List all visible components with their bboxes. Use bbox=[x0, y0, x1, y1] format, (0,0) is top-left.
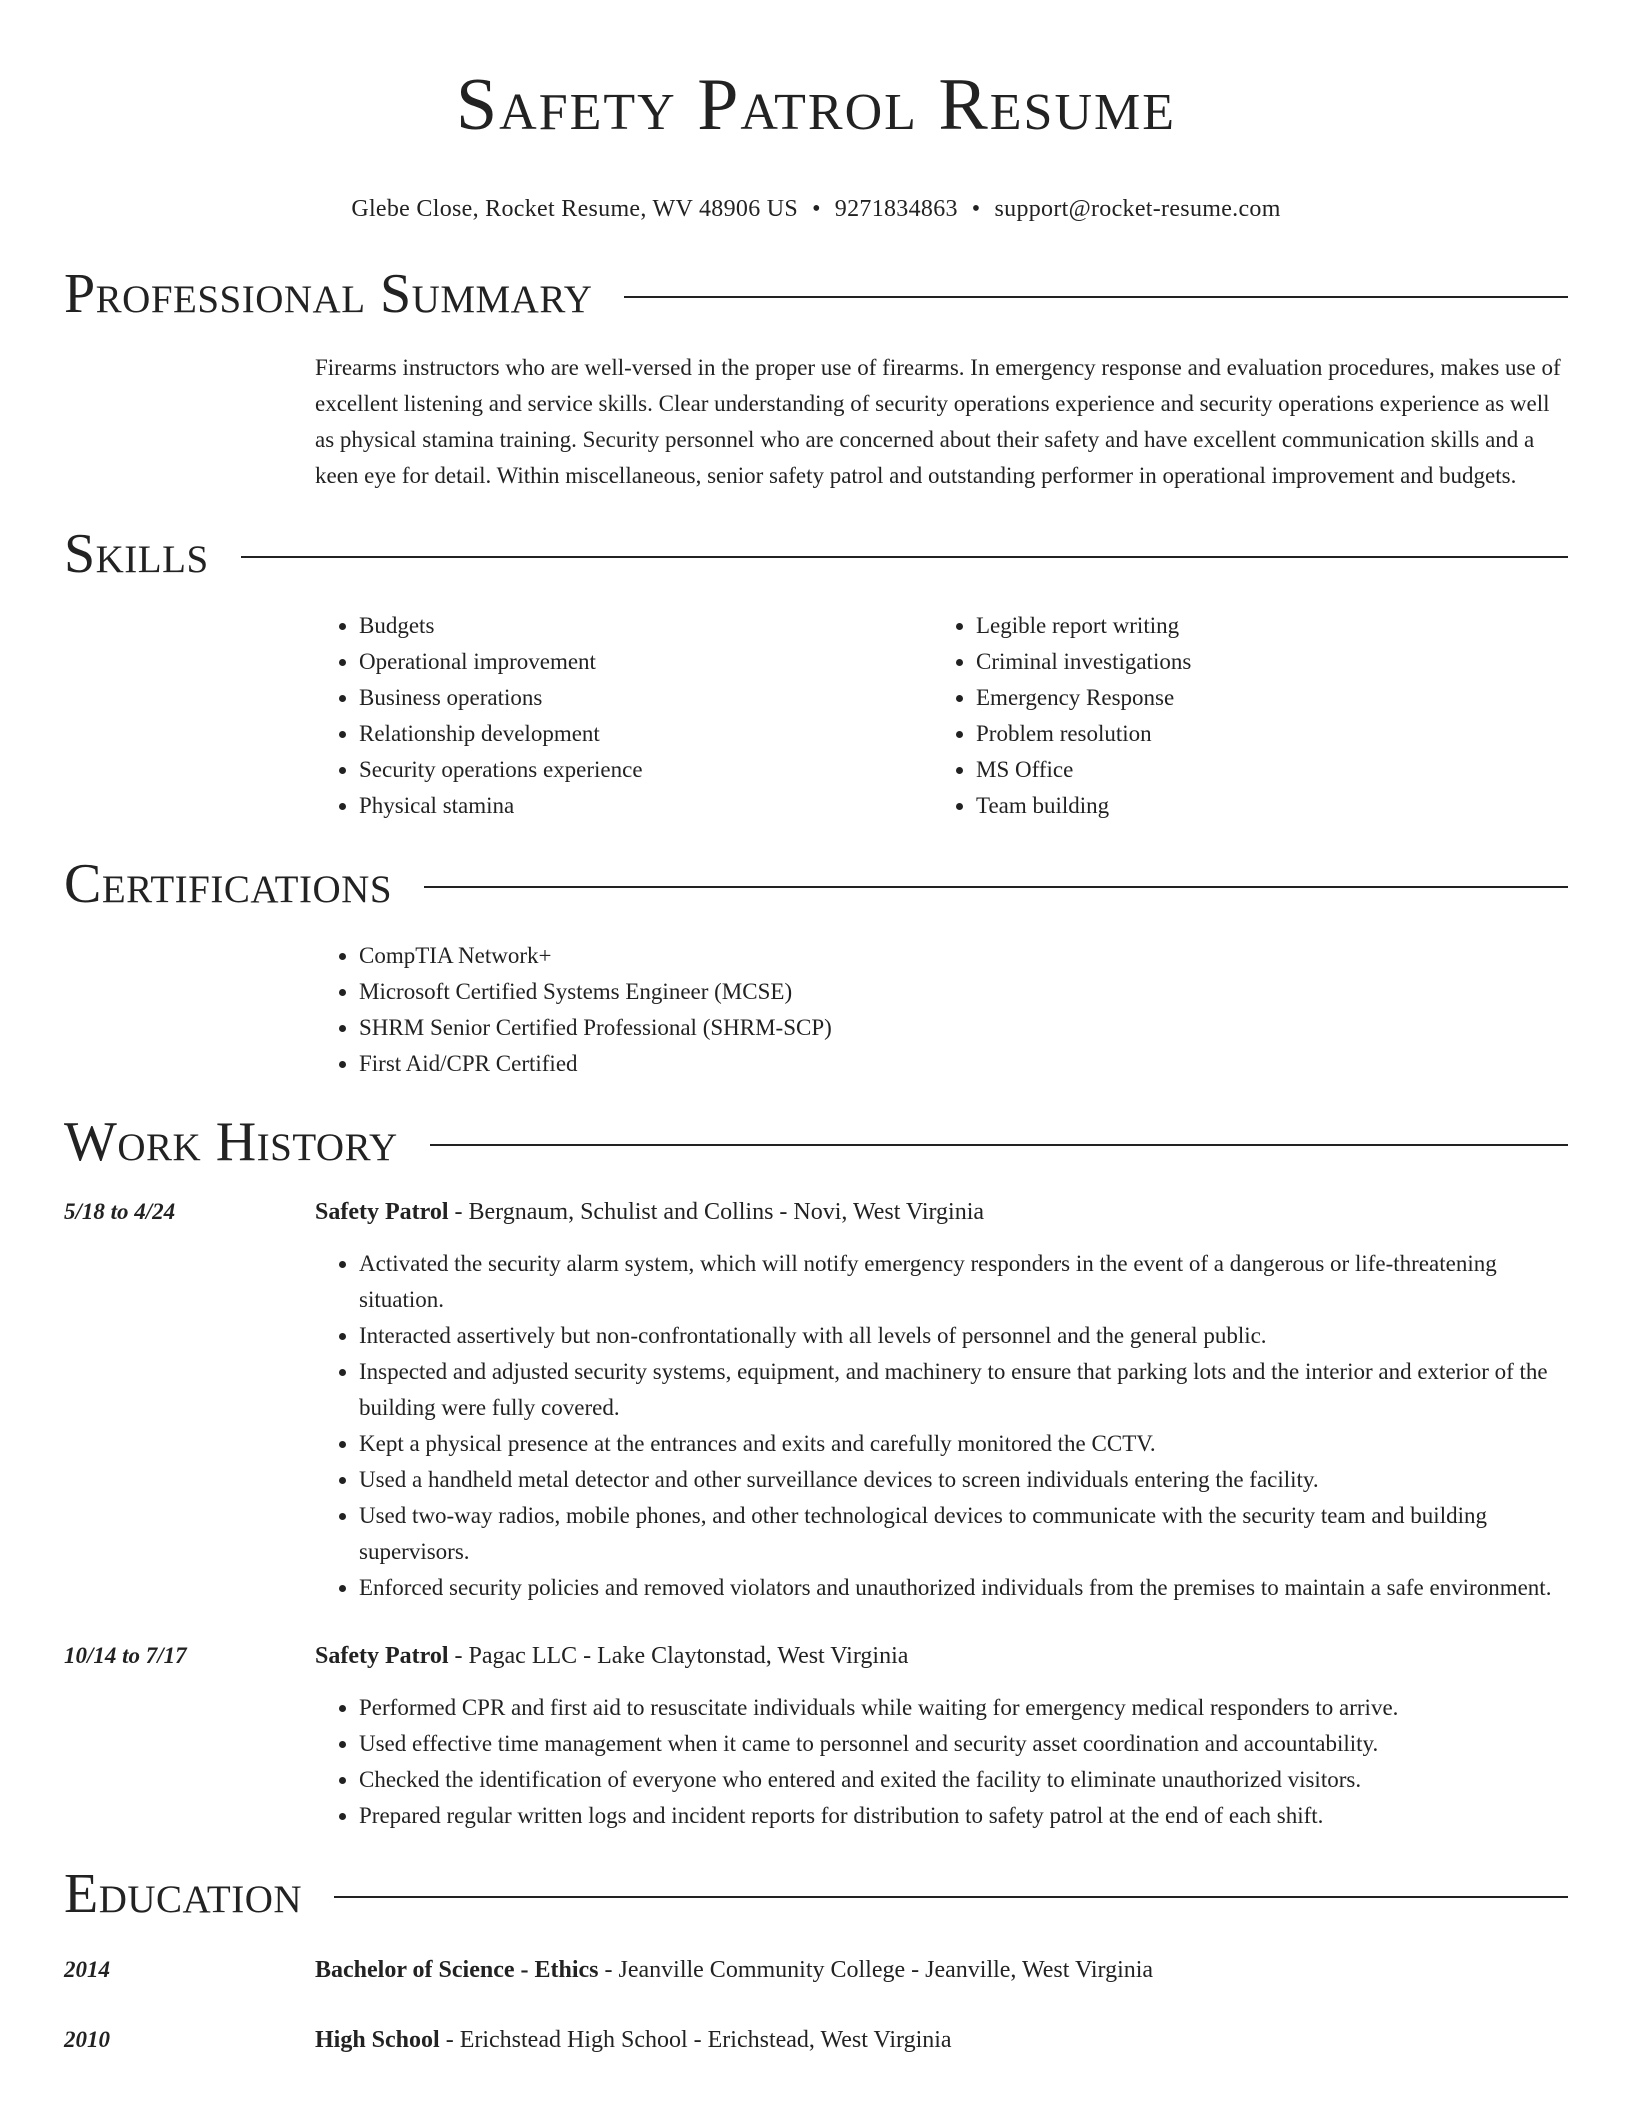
job-entry bbox=[64, 1194, 1568, 1606]
skills-grid bbox=[315, 608, 1568, 824]
skill-item: • Relationship development bbox=[359, 716, 932, 752]
job-dates: 5/18 to 4/24 bbox=[64, 1199, 176, 1224]
job-bullet: • Kept a physical presence at the entrances and exits and carefully monitored the CCTV. bbox=[359, 1426, 1568, 1462]
education-line bbox=[315, 2022, 952, 2058]
job-title: Safety Patrol bbox=[315, 1643, 449, 1669]
job-entry bbox=[64, 1638, 1568, 1834]
contact-separator: • bbox=[971, 196, 981, 222]
summary-text: Firearms instructors who are well-versed in the proper use of firearms. In emergency response and evaluation procedures, makes use of excellent listening and service skills. Clear understanding of security operations experience and security operations experience as well as physical stamina training. Security personnel who are concerned about their safety and have excellent communication skills and a keen eye for detail. Within miscellaneous, senior safety patrol and outstanding performer in operational improvement and budgets. bbox=[315, 355, 1561, 488]
job-bullet: • Performed CPR and first aid to resuscitate individuals while waiting for emergency medical responders to arrive. bbox=[359, 1690, 1568, 1726]
certifications-heading: Certifications bbox=[64, 853, 393, 915]
certifications-list bbox=[315, 938, 1568, 1082]
contact-line bbox=[64, 194, 1568, 224]
job-title: Safety Patrol bbox=[315, 1199, 449, 1225]
education-degree: High School bbox=[315, 2027, 440, 2053]
job-bullet: • Used a handheld metal detector and other surveillance devices to screen individuals entering the facility. bbox=[359, 1462, 1568, 1498]
skill-item: • Security operations experience bbox=[359, 752, 932, 788]
education-year: 2010 bbox=[64, 2027, 110, 2052]
job-bullets-block bbox=[315, 1690, 1568, 1834]
job-bullet: • Used effective time management when it came to personnel and security asset coordination and accountability. bbox=[359, 1726, 1568, 1762]
certifications-block bbox=[315, 938, 1568, 1082]
skill-item: • Physical stamina bbox=[359, 788, 932, 824]
skill-item: • Emergency Response bbox=[976, 680, 1549, 716]
certification-item: • SHRM Senior Certified Professional (SHRM-SCP) bbox=[359, 1010, 1568, 1046]
job-bullet: • Enforced security policies and removed violators and unauthorized individuals from the premises to maintain a safe environment. bbox=[359, 1570, 1568, 1606]
skill-item: • Criminal investigations bbox=[976, 644, 1549, 680]
resume-title: Safety Patrol Resume bbox=[455, 64, 1176, 146]
education-section-header bbox=[64, 1862, 1568, 1926]
job-bullet: • Interacted assertively but non-confrontationally with all levels of personnel and the general public. bbox=[359, 1318, 1568, 1354]
job-title-line bbox=[315, 1194, 984, 1230]
skill-item: • Business operations bbox=[359, 680, 932, 716]
job-bullet: • Prepared regular written logs and incident reports for distribution to safety patrol at the end of each shift. bbox=[359, 1798, 1568, 1834]
skills-section-header bbox=[64, 522, 1568, 586]
certifications-section-header bbox=[64, 852, 1568, 916]
section-divider bbox=[424, 886, 1568, 888]
contact-phone: 9271834863 bbox=[834, 196, 958, 222]
section-divider bbox=[624, 296, 1568, 298]
skill-item: • MS Office bbox=[976, 752, 1549, 788]
skills-list-left bbox=[315, 608, 932, 824]
job-bullets-block bbox=[315, 1246, 1568, 1606]
job-header-row bbox=[64, 1194, 1568, 1230]
skills-column-left bbox=[315, 608, 932, 824]
work-heading: Work History bbox=[64, 1111, 398, 1173]
work-section-header bbox=[64, 1110, 1568, 1174]
job-details: - Bergnaum, Schulist and Collins - Novi, West Virginia bbox=[448, 1199, 985, 1225]
education-details: - Jeanville Community College - Jeanville, West Virginia bbox=[598, 1957, 1154, 1983]
job-dates: 10/14 to 7/17 bbox=[64, 1643, 187, 1668]
education-entry bbox=[64, 1952, 1568, 1988]
job-bullet: • Activated the security alarm system, which will notify emergency responders in the event of a dangerous or life-threatening situation. bbox=[359, 1246, 1568, 1318]
education-degree: Bachelor of Science - Ethics bbox=[315, 1957, 599, 1983]
skill-item: • Team building bbox=[976, 788, 1549, 824]
skill-item: • Operational improvement bbox=[359, 644, 932, 680]
skill-item: • Problem resolution bbox=[976, 716, 1549, 752]
summary-heading: Professional Summary bbox=[64, 263, 593, 325]
section-divider bbox=[241, 556, 1568, 558]
section-divider bbox=[430, 1144, 1568, 1146]
job-bullet: • Checked the identification of everyone who entered and exited the facility to eliminate unauthorized visitors. bbox=[359, 1762, 1568, 1798]
skills-list-right bbox=[932, 608, 1549, 824]
contact-email: support@rocket-resume.com bbox=[994, 196, 1281, 222]
job-bullet: • Inspected and adjusted security systems, equipment, and machinery to ensure that parking lots and the interior and exterior of the building were fully covered. bbox=[359, 1354, 1568, 1426]
certification-item: • CompTIA Network+ bbox=[359, 938, 1568, 974]
skills-column-right bbox=[932, 608, 1549, 824]
education-line bbox=[315, 1952, 1153, 1988]
job-bullet: • Used two-way radios, mobile phones, and other technological devices to communicate with the security team and building supervisors. bbox=[359, 1498, 1568, 1570]
certification-item: • First Aid/CPR Certified bbox=[359, 1046, 1568, 1082]
skill-item: • Legible report writing bbox=[976, 608, 1549, 644]
job-title-line bbox=[315, 1638, 908, 1674]
contact-separator: • bbox=[812, 196, 821, 222]
education-details: - Erichstead High School - Erichstead, West Virginia bbox=[439, 2027, 952, 2053]
job-bullets bbox=[315, 1690, 1568, 1834]
education-entry bbox=[64, 2022, 1568, 2058]
job-header-row bbox=[64, 1638, 1568, 1674]
skill-item: • Budgets bbox=[359, 608, 932, 644]
education-heading: Education bbox=[64, 1863, 303, 1925]
certification-item: • Microsoft Certified Systems Engineer (MCSE) bbox=[359, 974, 1568, 1010]
education-year: 2014 bbox=[64, 1957, 110, 1982]
job-details: - Pagac LLC - Lake Claytonstad, West Virginia bbox=[448, 1643, 909, 1669]
skills-heading: Skills bbox=[64, 523, 209, 585]
summary-section-header bbox=[64, 262, 1568, 326]
job-bullets bbox=[315, 1246, 1568, 1606]
contact-address: Glebe Close, Rocket Resume, WV 48906 US bbox=[351, 196, 799, 222]
section-divider bbox=[334, 1896, 1568, 1898]
